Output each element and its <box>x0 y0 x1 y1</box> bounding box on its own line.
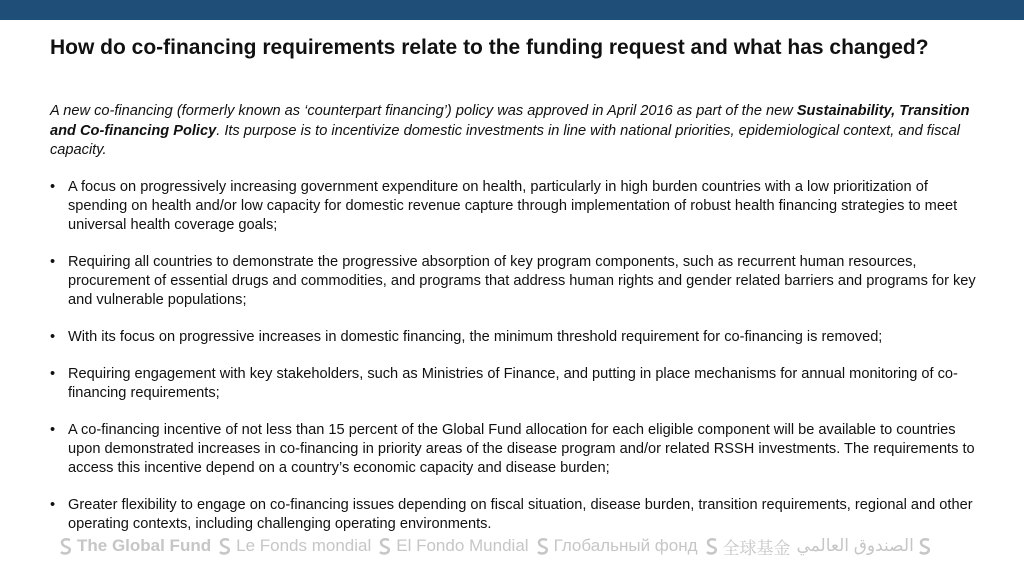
footer-logo-ar: الصندوق العالمي <box>797 536 933 556</box>
list-item: • Requiring engagement with key stakeholders, such as Ministries of Finance, and putting in place mechanisms for annual monitoring of co-financing requirements; <box>50 366 958 401</box>
footer-logo-ru: Глобальный фонд <box>535 536 698 556</box>
fund-logo-icon <box>58 537 74 555</box>
requirements-list <box>50 178 980 552</box>
intro-paragraph <box>50 102 980 161</box>
list-item: • A focus on progressively increasing government expenditure on health, particularly in high burden countries with a low prioritization of spending on health and/or low capacity for domestic revenue capture through implementation of robust health financing strategies to meet universal health coverage goals; <box>50 179 958 233</box>
page-title: How do co-financing requirements relate to the funding request and what has changed? <box>50 36 929 59</box>
intro-text-2: . Its purpose is to incentivize domestic investments in line with national priorities, epidemiological context, and fiscal capacity. <box>50 122 961 158</box>
list-item: • Greater flexibility to engage on co-financing issues depending on fiscal situation, disease burden, transition requirements, regional and other operating contexts, including challenging operating environments. <box>50 497 973 532</box>
footer-logo-en: The Global Fund <box>58 536 211 556</box>
footer-logo-zh: 全球基金 <box>704 534 791 559</box>
top-banner <box>0 0 1024 20</box>
policy-name: Sustainability, Transition and Co-financing Policy <box>50 103 970 139</box>
list-item: • A co-financing incentive of not less than 15 percent of the Global Fund allocation for each eligible component will be available to countries upon demonstrated increases in co-financing in priority areas of the disease program and/or related RSSH investments. The requirements to access this incentive depend on a country’s economic capacity and disease burden; <box>50 422 975 476</box>
fund-logo-icon <box>917 537 933 555</box>
fund-logo-icon <box>377 537 393 555</box>
footer-logo-fr: Le Fonds mondial <box>217 536 371 556</box>
footer-logo-es: El Fondo Mundial <box>377 536 528 556</box>
fund-logo-icon <box>535 537 551 555</box>
fund-logo-icon <box>704 537 720 555</box>
global-fund-footer-logo <box>58 534 933 558</box>
intro-text-1: A new co-financing (formerly known as ‘counterpart financing’) policy was approved in April 2016 as part of the new <box>50 103 797 119</box>
list-item: • With its focus on progressive increases in domestic financing, the minimum threshold requirement for co-financing is removed; <box>50 329 883 345</box>
list-item: • Requiring all countries to demonstrate the progressive absorption of key program components, such as recurrent human resources, procurement of essential drugs and commodities, and programs that address human rights and gender related barriers and programs for key and vulnerable populations; <box>50 254 976 308</box>
fund-logo-icon <box>217 537 233 555</box>
